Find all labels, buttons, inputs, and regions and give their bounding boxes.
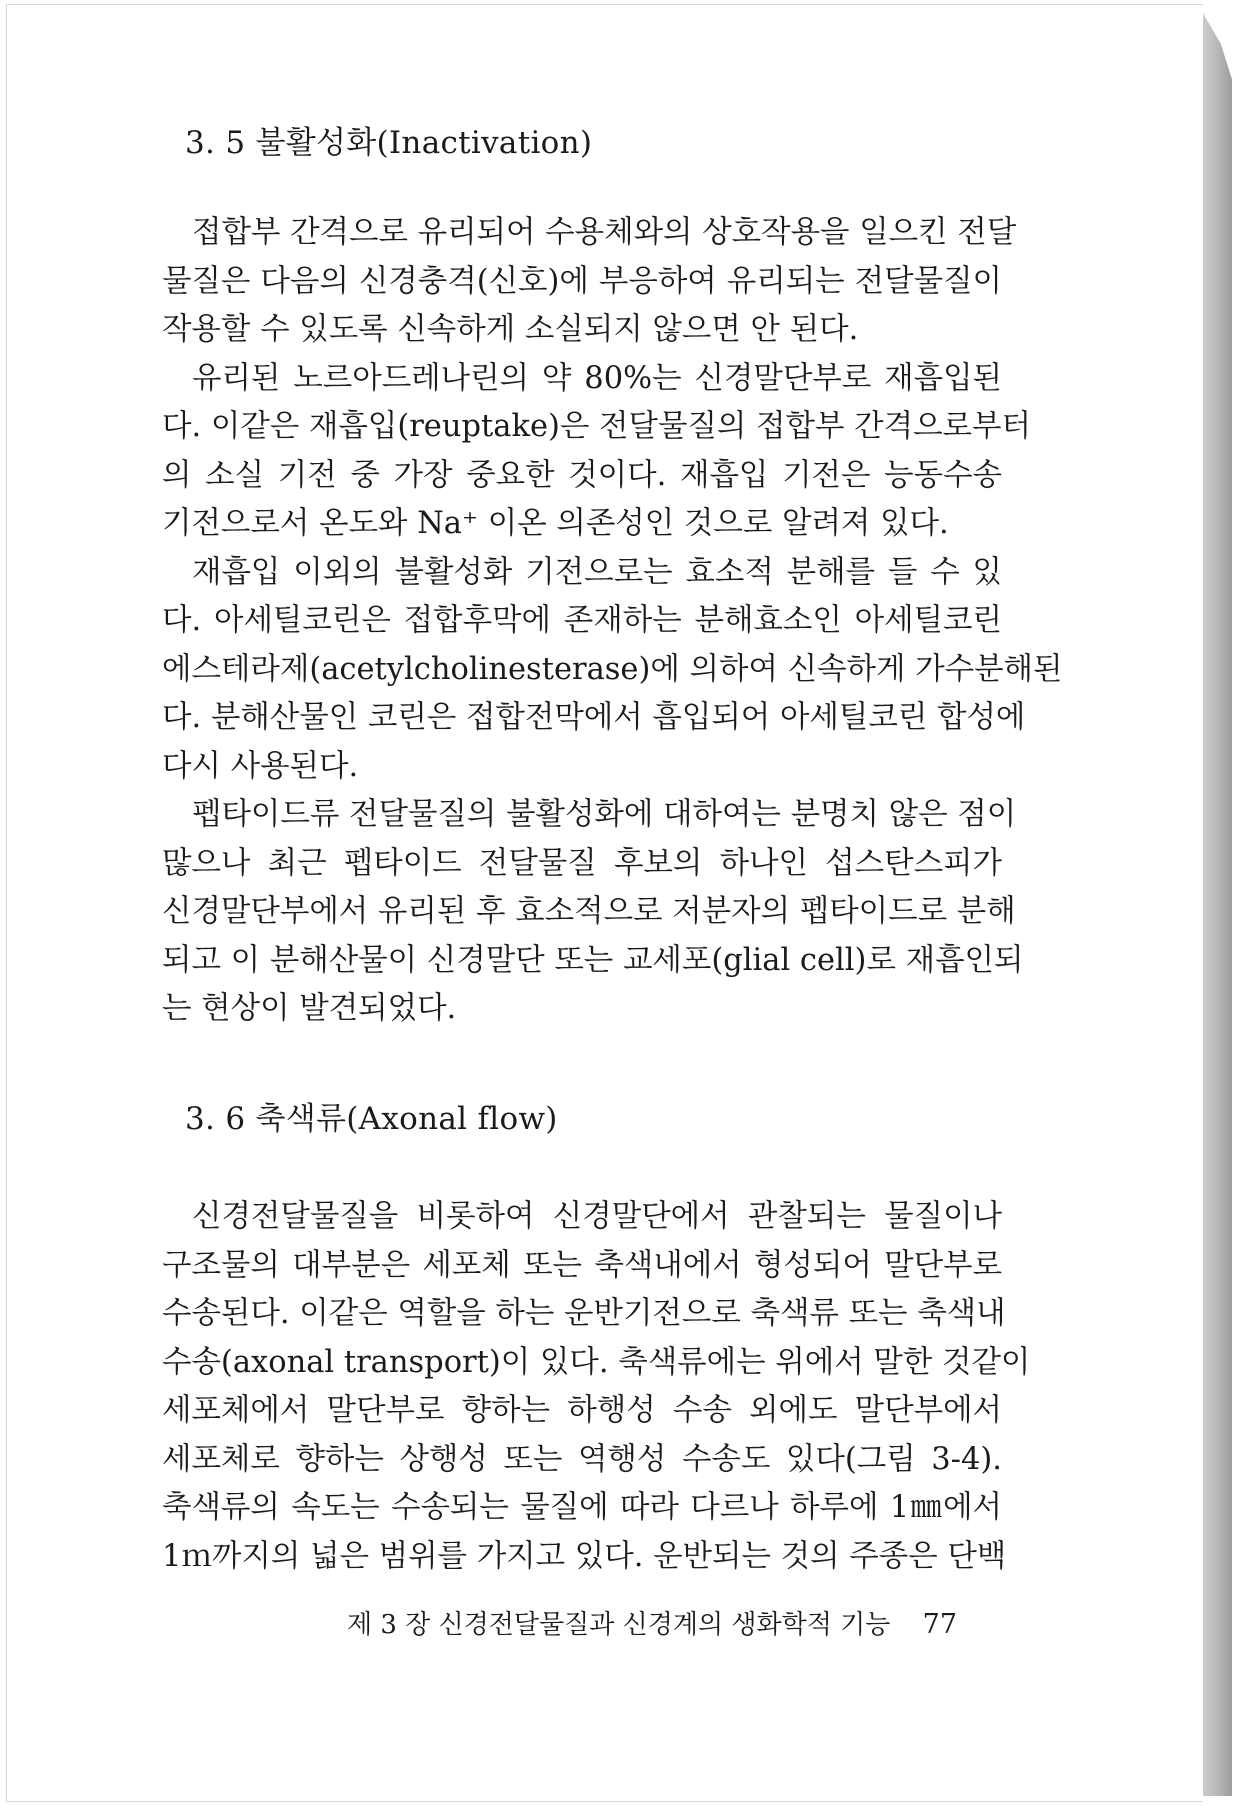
book-page [6, 4, 1203, 1802]
paragraph-line: 구조물의 대부분은 세포체 또는 축색내에서 형성되어 말단부로 [162, 1247, 1002, 1283]
paragraph-line: 수송된다. 이같은 역할을 하는 운반기전으로 축색류 또는 축색내 [162, 1296, 1006, 1331]
paragraph-line: 세포체에서 말단부로 향하는 하행성 수송 외에도 말단부에서 [162, 1393, 1002, 1428]
paragraph-line: 의 소실 기전 중 가장 중요한 것이다. 재흡입 기전은 능동수송 [162, 457, 1002, 493]
paragraph-line: 수송(axonal transport)이 있다. 축색류에는 위에서 말한 것같이 [162, 1344, 1031, 1380]
paragraph-line: 재흡입 이외의 불활성화 기전으로는 효소적 분해를 들 수 있 [192, 554, 1002, 590]
paragraph-line: 축색류의 속도는 수송되는 물질에 따라 다르나 하루에 1㎜에서 [162, 1490, 1002, 1525]
paragraph-line: 다. 이같은 재흡입(reuptake)은 전달물질의 접합부 간격으로부터 [162, 409, 1031, 444]
paragraph-line: 신경말단부에서 유리된 후 효소적으로 저분자의 펩타이드로 분해 [162, 894, 1016, 929]
paragraph-line: 다시 사용된다. [162, 748, 359, 784]
page-footer [347, 1605, 957, 1645]
paragraph-line: 다. 분해산물인 코린은 접합전막에서 흡입되어 아세틸코린 합성에 [162, 700, 1026, 735]
section-heading-inactivation: 3. 5 불활성화(Inactivation) [185, 125, 593, 161]
paragraph-line: 에스테라제(acetylcholinesterase)에 의하여 신속하게 가수분해된 [162, 651, 1063, 687]
paragraph-line: 신경전달물질을 비롯하여 신경말단에서 관찰되는 물질이나 [192, 1199, 1002, 1234]
section-body-inactivation [162, 209, 1063, 1034]
paragraph-line: 되고 이 분해산물이 신경말단 또는 교세포(glial cell)로 재흡인되 [162, 942, 1024, 978]
paragraph-line: 접합부 간격으로 유리되어 수용체와의 상호작용을 일으킨 전달 [192, 215, 1017, 250]
paragraph-line: 많으나 최근 펩타이드 전달물질 후보의 하나인 섭스탄스피가 [162, 845, 1002, 881]
paragraph-line: 작용할 수 있도록 신속하게 소실되지 않으면 안 된다. [162, 312, 859, 347]
paragraph-line: 기전으로서 온도와 Na⁺ 이온 의존성인 것으로 알려져 있다. [162, 506, 949, 541]
paragraph-line: 물질은 다음의 신경충격(신호)에 부응하여 유리되는 전달물질이 [162, 263, 1002, 299]
section-heading-axonal-flow: 3. 6 축색류(Axonal flow) [185, 1101, 558, 1137]
section-body-axonal-flow [162, 1193, 1031, 1581]
paragraph-line: 는 현상이 발견되었다. [162, 991, 457, 1026]
paragraph-line: 유리된 노르아드레나린의 약 80%는 신경말단부로 재흡입된 [192, 360, 1002, 396]
running-footer-chapter: 제 3 장 신경전달물질과 신경계의 생화학적 기능 [347, 1610, 891, 1640]
page-edge-shadow [1200, 8, 1232, 1796]
page-number: 77 [922, 1609, 957, 1640]
paragraph-line: 펩타이드류 전달물질의 불활성화에 대하여는 분명치 않은 점이 [192, 797, 1017, 832]
paragraph-line: 1ｍ까지의 넓은 범위를 가지고 있다. 운반되는 것의 주종은 단백 [162, 1538, 1007, 1574]
paragraph-line: 다. 아세틸코린은 접합후막에 존재하는 분해효소인 아세틸코린 [162, 603, 1002, 638]
paragraph-line: 세포체로 향하는 상행성 또는 역행성 수송도 있다(그림 3-4). [162, 1441, 1002, 1477]
